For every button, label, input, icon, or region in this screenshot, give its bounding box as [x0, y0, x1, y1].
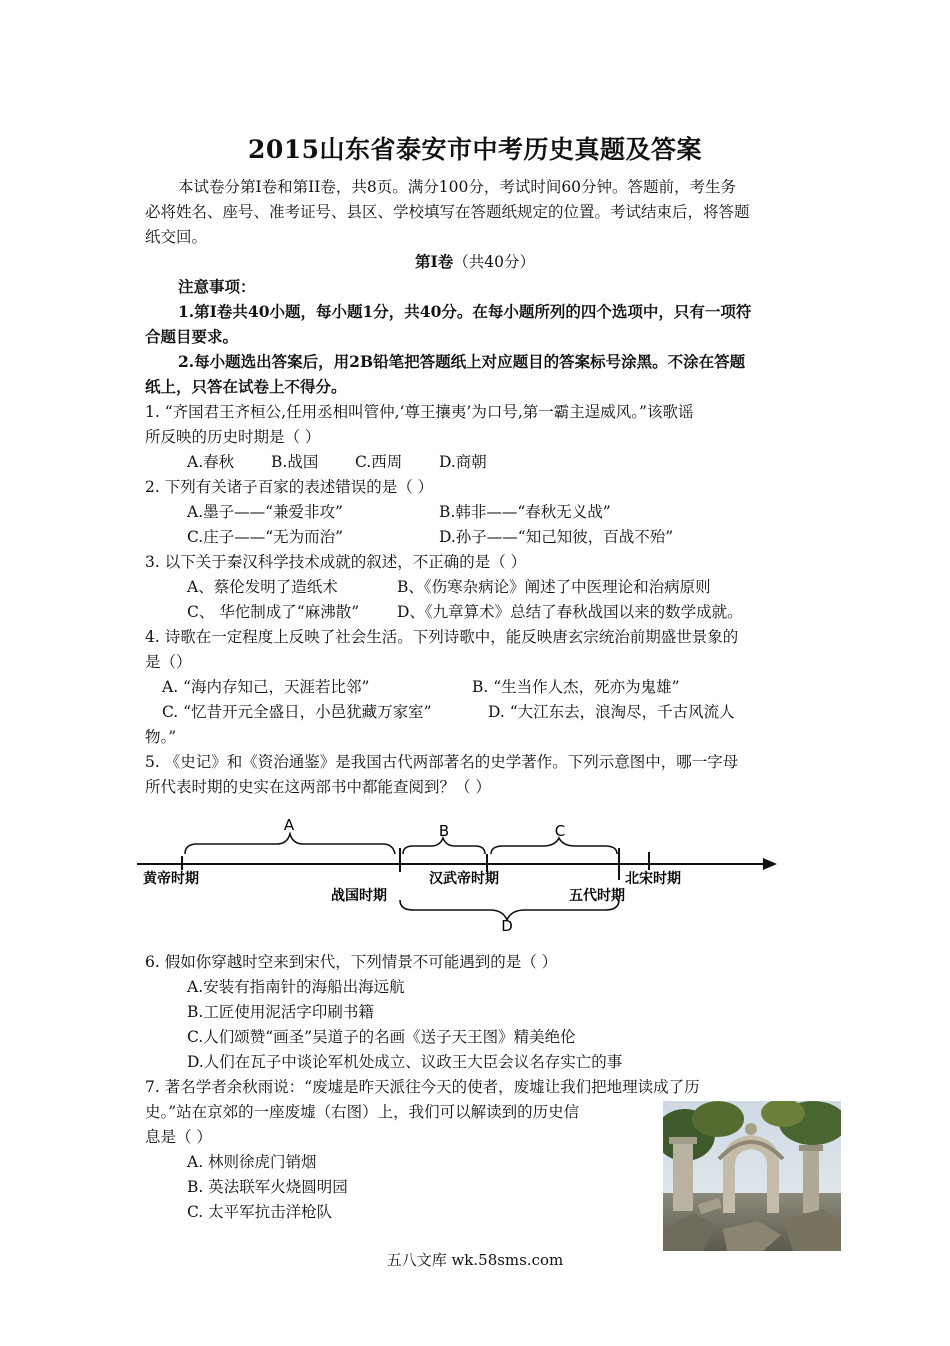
period-hanwudi: 汉武帝时期	[429, 871, 499, 887]
q1-stem-2: 所反映的历史时期是（ ）	[145, 428, 321, 446]
section-heading	[0, 251, 950, 273]
q6-option-d: D.人们在瓦子中谈论军机处成立、议政王大臣会议名存实亡的事	[187, 1053, 623, 1071]
intro-line-1: 本试卷分第I卷和第II卷，共8页。满分100分，考试时间60分钟。答题前，考生务	[178, 178, 737, 196]
q7-option-c: C. 太平军抗击洋枪队	[187, 1203, 333, 1221]
page-title: 2015山东省泰安市中考历史真题及答案	[247, 135, 703, 164]
q3-option-d: D、《九章算术》总结了春秋战国以来的数学成就。	[397, 603, 743, 621]
footer-watermark: 五八文库 wk.58sms.com	[386, 1251, 564, 1269]
q4-option-b: B. “生当作人杰，死亦为鬼雄”	[472, 678, 680, 696]
q2-option-c: C.庄子——“无为而治”	[187, 528, 344, 546]
q6-option-a: A.安装有指南针的海船出海远航	[187, 978, 405, 996]
q4-option-d-cont: 物。”	[145, 728, 177, 746]
q7-option-a: A. 林则徐虎门销烟	[187, 1153, 317, 1171]
timeline-arrow	[763, 858, 777, 870]
note-2-line-2: 纸上，只答在试卷上不得分。	[145, 377, 347, 396]
q7-stem-2: 史。”站在京郊的一座废墟（右图）上，我们可以解读到的历史信	[145, 1103, 580, 1121]
timeline-diagram	[135, 818, 785, 936]
brace-b	[403, 838, 485, 854]
q4-option-a: A. “海内存知己，天涯若比邻”	[162, 678, 370, 696]
note-1-line-2: 合题目要求。	[145, 327, 239, 346]
q5-stem-2: 所代表时期的史实在这两部书中都能查阅到？（ ）	[145, 778, 491, 796]
q6-option-c: C.人们颂赞“画圣”吴道子的名画《送子天王图》精美绝伦	[187, 1028, 576, 1046]
q7-stem-3: 息是（ ）	[145, 1128, 212, 1146]
brace-c	[491, 838, 617, 854]
q4-option-c: C. “忆昔开元全盛日，小邑犹藏万家室”	[162, 703, 432, 721]
note-2-line-1: 2.每小题选出答案后，用2B铅笔把答题纸上对应题目的答案标号涂黑。不涂在答题	[178, 352, 746, 371]
q6-stem: 6. 假如你穿越时空来到宋代，下列情景不可能遇到的是（ ）	[145, 953, 558, 971]
q3-option-c: C、 华佗制成了“麻沸散”	[187, 603, 360, 621]
section-heading-title: 第I卷	[415, 252, 454, 271]
period-wudai: 五代时期	[569, 888, 625, 904]
q1-option-a: A.春秋	[187, 453, 235, 471]
section-heading-note: （共40分）	[453, 253, 535, 271]
intro-line-2: 必将姓名、座号、准考证号、县区、学校填写在答题纸规定的位置。考试结束后，将答题	[145, 203, 750, 221]
label-c: C	[554, 822, 566, 840]
label-d: D	[501, 917, 513, 935]
q1-option-c: C.西周	[355, 453, 403, 471]
q2-option-d: D.孙子——“知己知彼，百战不殆”	[439, 528, 674, 546]
q4-stem-1: 4. 诗歌在一定程度上反映了社会生活。下列诗歌中，能反映唐玄宗统治前期盛世景象的	[145, 628, 739, 646]
intro-line-3: 纸交回。	[145, 228, 208, 246]
q3-option-a: A、蔡伦发明了造纸术	[187, 578, 338, 596]
q1-stem-1: 1. “齐国君王齐桓公,任用丞相叫管仲,‘尊王攘夷’为口号,第一霸主逞威风。”该歌谣	[145, 403, 694, 421]
q3-option-b: B、《伤寒杂病论》阐述了中医理论和治病原则	[397, 578, 711, 596]
ruins-photo	[663, 1101, 841, 1251]
q5-stem-1: 5. 《史记》和《资治通鉴》是我国古代两部著名的史学著作。下列示意图中，哪一字母	[145, 753, 739, 771]
q1-option-d: D.商朝	[439, 453, 487, 471]
label-b: B	[438, 822, 450, 840]
q7-stem-1: 7. 著名学者余秋雨说：“废墟是昨天派往今天的使者，废墟让我们把地理读成了历	[145, 1078, 700, 1096]
q3-stem: 3. 以下关于秦汉科学技术成就的叙述，不正确的是（ ）	[145, 553, 527, 571]
q4-option-d: D. “大江东去，浪淘尽，千古风流人	[488, 703, 735, 721]
note-1-line-1: 1.第I卷共40小题，每小题1分，共40分。在每小题所列的四个选项中，只有一项符	[178, 302, 752, 321]
q7-option-b: B. 英法联军火烧圆明园	[187, 1178, 348, 1196]
period-huangdi: 黄帝时期	[143, 871, 199, 887]
q1-option-b: B.战国	[271, 453, 319, 471]
notes-title: 注意事项：	[178, 277, 256, 296]
q2-option-a: A.墨子——“兼爱非攻”	[187, 503, 343, 521]
q6-option-b: B.工匠使用泥活字印刷书籍	[187, 1003, 374, 1021]
period-beisong: 北宋时期	[625, 871, 681, 887]
q4-stem-2: 是（）	[145, 653, 192, 671]
q2-stem: 2. 下列有关诸子百家的表述错误的是（ ）	[145, 478, 434, 496]
period-zhanguo: 战国时期	[331, 888, 387, 904]
q2-option-b: B.韩非——“春秋无义战”	[439, 503, 611, 521]
brace-a	[185, 834, 395, 854]
label-a: A	[283, 818, 295, 834]
